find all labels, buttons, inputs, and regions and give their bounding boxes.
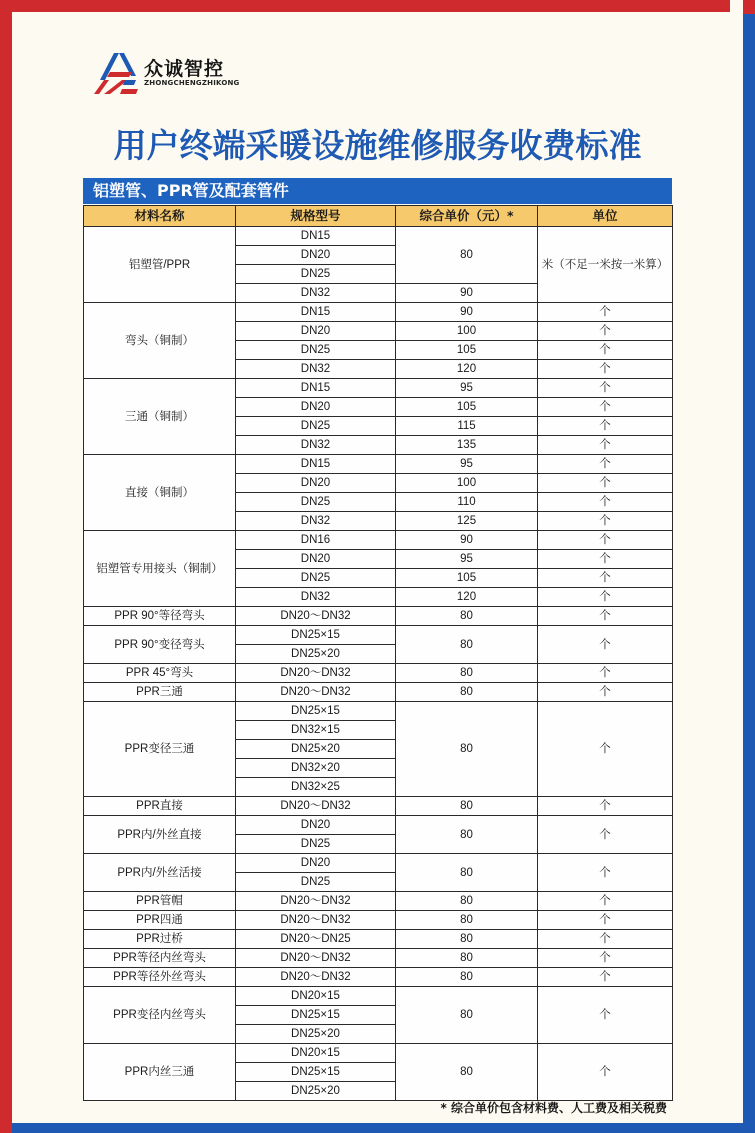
spec-cell: DN16 (236, 531, 396, 550)
unit-cell: 个 (538, 949, 673, 968)
logo-name-pinyin: ZHONGCHENGZHIKONG (144, 78, 240, 87)
material-name-cell: PPR过桥 (84, 930, 236, 949)
unit-cell: 个 (538, 607, 673, 626)
price-cell: 125 (396, 512, 538, 531)
unit-cell: 个 (538, 854, 673, 892)
price-cell: 115 (396, 417, 538, 436)
price-cell: 80 (396, 1044, 538, 1101)
unit-cell: 个 (538, 683, 673, 702)
spec-cell: DN32 (236, 360, 396, 379)
price-cell: 80 (396, 664, 538, 683)
table-row (84, 227, 673, 246)
material-name-cell: PPR变径三通 (84, 702, 236, 797)
spec-cell: DN25×20 (236, 740, 396, 759)
spec-cell: DN32×15 (236, 721, 396, 740)
logo-name: 众诚智控 (144, 57, 225, 80)
header-unit: 单位 (538, 206, 673, 227)
spec-cell: DN25×15 (236, 702, 396, 721)
price-cell: 95 (396, 455, 538, 474)
table-row (84, 1044, 673, 1063)
spec-cell: DN20×15 (236, 1044, 396, 1063)
material-name-cell: PPR 90°变径弯头 (84, 626, 236, 664)
unit-cell: 个 (538, 360, 673, 379)
spec-cell: DN15 (236, 455, 396, 474)
spec-cell: DN25 (236, 493, 396, 512)
spec-cell: DN25 (236, 569, 396, 588)
material-name-cell: PPR三通 (84, 683, 236, 702)
table-row (84, 797, 673, 816)
table-header-row (84, 206, 673, 227)
price-cell: 80 (396, 816, 538, 854)
table-row (84, 949, 673, 968)
spec-cell: DN20 (236, 474, 396, 493)
price-cell: 80 (396, 227, 538, 284)
material-name-cell: PPR直接 (84, 797, 236, 816)
unit-cell: 个 (538, 341, 673, 360)
spec-cell: DN20 (236, 816, 396, 835)
unit-cell: 个 (538, 322, 673, 341)
price-cell: 80 (396, 892, 538, 911)
material-name-cell: PPR 90°等径弯头 (84, 607, 236, 626)
logo-mark-icon (92, 50, 140, 96)
price-cell: 80 (396, 949, 538, 968)
spec-cell: DN25 (236, 873, 396, 892)
spec-cell: DN25 (236, 341, 396, 360)
price-cell: 120 (396, 588, 538, 607)
unit-cell: 个 (538, 702, 673, 797)
price-table (83, 205, 673, 1101)
unit-cell: 个 (538, 531, 673, 550)
unit-cell: 个 (538, 664, 673, 683)
price-cell: 100 (396, 322, 538, 341)
spec-cell: DN20～DN32 (236, 683, 396, 702)
table-row (84, 607, 673, 626)
price-cell: 90 (396, 303, 538, 322)
right-blue-border (743, 0, 755, 1133)
table-row (84, 854, 673, 873)
spec-cell: DN20～DN32 (236, 911, 396, 930)
spec-cell: DN32×25 (236, 778, 396, 797)
unit-cell: 个 (538, 968, 673, 987)
spec-cell: DN32 (236, 436, 396, 455)
price-cell: 80 (396, 854, 538, 892)
spec-cell: DN25×20 (236, 1025, 396, 1044)
unit-cell: 个 (538, 626, 673, 664)
spec-cell: DN25×15 (236, 626, 396, 645)
spec-cell: DN25×15 (236, 1006, 396, 1025)
corner-red-accent (743, 0, 755, 14)
spec-cell: DN20 (236, 550, 396, 569)
material-name-cell: 铝塑管/PPR (84, 227, 236, 303)
spec-cell: DN20～DN32 (236, 949, 396, 968)
material-name-cell: 直接（铜制） (84, 455, 236, 531)
unit-cell: 个 (538, 892, 673, 911)
price-cell: 110 (396, 493, 538, 512)
unit-cell: 个 (538, 303, 673, 322)
table-body (84, 227, 673, 1101)
bottom-blue-border (12, 1123, 743, 1133)
price-cell: 105 (396, 398, 538, 417)
unit-cell: 个 (538, 588, 673, 607)
unit-cell: 个 (538, 987, 673, 1044)
spec-cell: DN20 (236, 854, 396, 873)
footnote: * 综合单价包含材料费、人工费及相关税费 (440, 1101, 667, 1115)
table-row (84, 930, 673, 949)
table-row (84, 892, 673, 911)
spec-cell: DN25 (236, 835, 396, 854)
unit-cell: 个 (538, 474, 673, 493)
spec-cell: DN25×20 (236, 645, 396, 664)
spec-cell: DN20 (236, 322, 396, 341)
unit-cell: 个 (538, 1044, 673, 1101)
material-name-cell: 三通（铜制） (84, 379, 236, 455)
unit-cell: 个 (538, 379, 673, 398)
table-row (84, 702, 673, 721)
spec-cell: DN15 (236, 227, 396, 246)
spec-cell: DN20～DN32 (236, 607, 396, 626)
table-row (84, 968, 673, 987)
page-title: 用户终端采暖设施维修服务收费标准 (113, 126, 642, 165)
price-cell: 95 (396, 379, 538, 398)
table-row (84, 531, 673, 550)
table-row (84, 683, 673, 702)
material-name-cell: PPR内丝三通 (84, 1044, 236, 1101)
price-cell: 80 (396, 626, 538, 664)
spec-cell: DN20×15 (236, 987, 396, 1006)
material-name-cell: PPR内/外丝直接 (84, 816, 236, 854)
unit-cell: 米（不足一米按一米算） (538, 227, 673, 303)
price-cell: 80 (396, 797, 538, 816)
table-row (84, 816, 673, 835)
unit-cell: 个 (538, 398, 673, 417)
spec-cell: DN25 (236, 417, 396, 436)
spec-cell: DN20～DN32 (236, 664, 396, 683)
price-cell: 80 (396, 968, 538, 987)
material-name-cell: 铝塑管专用接头（铜制） (84, 531, 236, 607)
spec-cell: DN25 (236, 265, 396, 284)
unit-cell: 个 (538, 930, 673, 949)
spec-cell: DN20 (236, 398, 396, 417)
price-cell: 135 (396, 436, 538, 455)
spec-cell: DN25×15 (236, 1063, 396, 1082)
unit-cell: 个 (538, 569, 673, 588)
price-cell: 105 (396, 569, 538, 588)
material-name-cell: PPR管帽 (84, 892, 236, 911)
spec-cell: DN32 (236, 512, 396, 531)
spec-cell: DN15 (236, 379, 396, 398)
spec-cell: DN20～DN32 (236, 968, 396, 987)
price-cell: 80 (396, 683, 538, 702)
table-row (84, 664, 673, 683)
header-price: 综合单价（元）* (396, 206, 538, 227)
price-cell: 120 (396, 360, 538, 379)
unit-cell: 个 (538, 816, 673, 854)
unit-cell: 个 (538, 797, 673, 816)
header-spec: 规格型号 (236, 206, 396, 227)
spec-cell: DN32×20 (236, 759, 396, 778)
table-row (84, 455, 673, 474)
price-cell: 90 (396, 284, 538, 303)
price-cell: 80 (396, 987, 538, 1044)
material-name-cell: PPR变径内丝弯头 (84, 987, 236, 1044)
company-logo (92, 50, 239, 96)
material-name-cell: PPR四通 (84, 911, 236, 930)
spec-cell: DN15 (236, 303, 396, 322)
table-row (84, 379, 673, 398)
price-cell: 105 (396, 341, 538, 360)
material-name-cell: PPR等径外丝弯头 (84, 968, 236, 987)
price-cell: 80 (396, 607, 538, 626)
table-row (84, 626, 673, 645)
price-cell: 80 (396, 911, 538, 930)
unit-cell: 个 (538, 911, 673, 930)
unit-cell: 个 (538, 436, 673, 455)
price-cell: 90 (396, 531, 538, 550)
material-name-cell: PPR内/外丝活接 (84, 854, 236, 892)
spec-cell: DN25×20 (236, 1082, 396, 1101)
spec-cell: DN20～DN25 (236, 930, 396, 949)
top-red-border (0, 0, 730, 12)
unit-cell: 个 (538, 512, 673, 531)
material-name-cell: 弯头（铜制） (84, 303, 236, 379)
table-row (84, 911, 673, 930)
price-cell: 80 (396, 702, 538, 797)
material-name-cell: PPR 45°弯头 (84, 664, 236, 683)
unit-cell: 个 (538, 417, 673, 436)
table-row (84, 303, 673, 322)
spec-cell: DN20 (236, 246, 396, 265)
spec-cell: DN32 (236, 588, 396, 607)
unit-cell: 个 (538, 550, 673, 569)
price-cell: 80 (396, 930, 538, 949)
header-material: 材料名称 (84, 206, 236, 227)
unit-cell: 个 (538, 493, 673, 512)
unit-cell: 个 (538, 455, 673, 474)
table-row (84, 987, 673, 1006)
section-title: 铝塑管、PPR管及配套管件 (83, 178, 672, 204)
price-cell: 95 (396, 550, 538, 569)
spec-cell: DN20～DN32 (236, 892, 396, 911)
material-name-cell: PPR等径内丝弯头 (84, 949, 236, 968)
left-red-border (0, 0, 12, 1133)
price-cell: 100 (396, 474, 538, 493)
spec-cell: DN20～DN32 (236, 797, 396, 816)
spec-cell: DN32 (236, 284, 396, 303)
